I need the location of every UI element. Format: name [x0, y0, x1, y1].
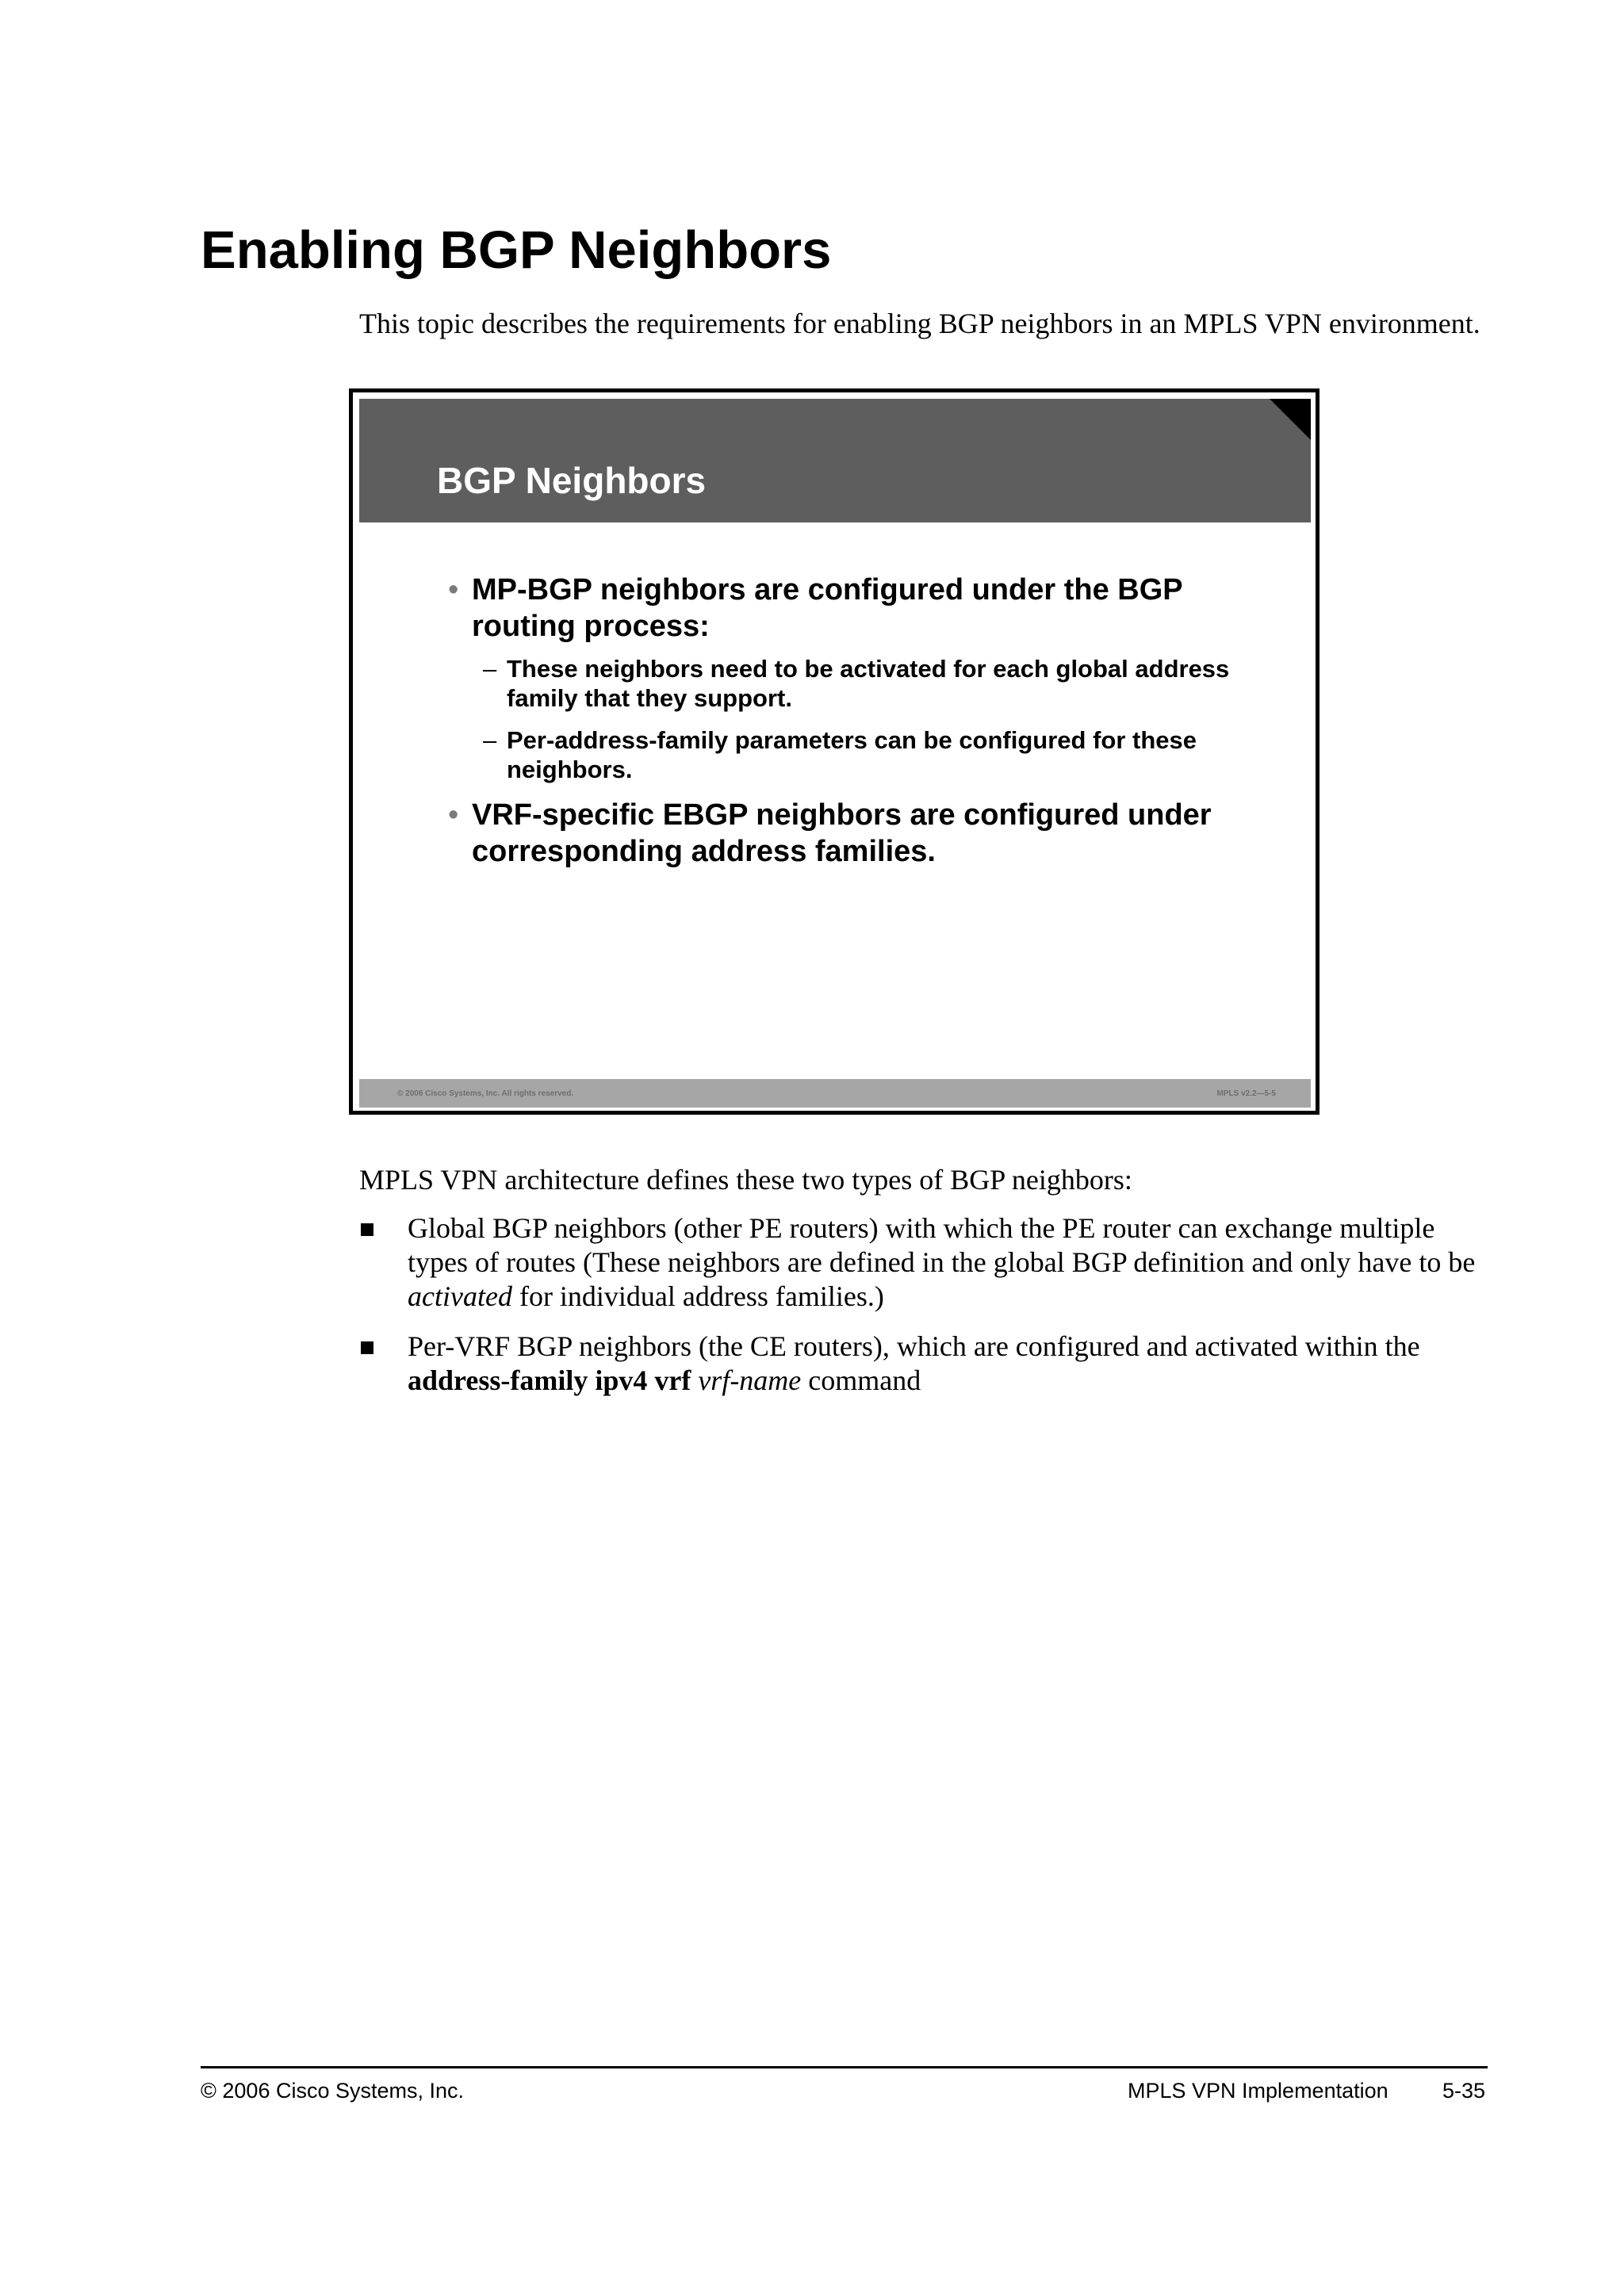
footer-copyright: © 2006 Cisco Systems, Inc.	[201, 2079, 465, 2103]
bullet-dot-icon: •	[448, 798, 459, 832]
body-list	[359, 1211, 1485, 1414]
list-item-text: Global BGP neighbors (other PE routers) with which the PE router can exchange multiple types of routes (These neighbors are defined in the global BGP definition and only have to be	[408, 1212, 1476, 1278]
dash-icon: –	[483, 726, 497, 754]
slide-bullet-text: VRF-specific EBGP neighbors are configured under corresponding address families.	[472, 798, 1212, 868]
slide-sub-bullet-text: Per-address-family parameters can be configured for these neighbors.	[507, 726, 1197, 783]
slide-bullet	[448, 797, 1241, 870]
list-item-space	[691, 1364, 698, 1396]
list-item-emphasis: activated	[408, 1280, 512, 1312]
command-keyword: address-family ipv4 vrf	[408, 1364, 691, 1396]
footer-page-number: 5-35	[1442, 2079, 1486, 2103]
square-bullet-icon	[361, 1223, 373, 1236]
square-bullet-icon	[361, 1341, 373, 1354]
page-title: Enabling BGP Neighbors	[201, 220, 832, 280]
slide-sub-bullet	[448, 654, 1241, 713]
bullet-dot-icon: •	[448, 573, 459, 607]
slide-bullets	[448, 572, 1241, 879]
list-item	[359, 1211, 1485, 1314]
slide-footer	[359, 1079, 1311, 1108]
slide-bullet-text: MP-BGP neighbors are configured under the BGP routing process:	[472, 573, 1182, 643]
slide-header	[359, 399, 1311, 522]
slide-version: MPLS v2.2—5-5	[1216, 1089, 1276, 1098]
corner-triangle-icon	[1270, 399, 1311, 440]
body-paragraph: MPLS VPN architecture defines these two types of BGP neighbors:	[359, 1164, 1132, 1196]
list-item	[359, 1330, 1485, 1398]
slide-bullet	[448, 572, 1241, 645]
dash-icon: –	[483, 655, 497, 683]
command-argument: vrf-name	[698, 1364, 802, 1396]
footer-course-title: MPLS VPN Implementation	[1128, 2079, 1388, 2103]
list-item-text: Per-VRF BGP neighbors (the CE routers), which are configured and activated within the	[408, 1330, 1420, 1362]
slide-title: BGP Neighbors	[437, 460, 707, 501]
list-item-text: command	[801, 1364, 921, 1396]
slide-frame	[349, 388, 1320, 1115]
footer-rule	[201, 2066, 1488, 2068]
intro-paragraph: This topic describes the requirements for enabling BGP neighbors in an MPLS VPN environment.	[359, 308, 1480, 339]
slide-sub-bullet-text: These neighbors need to be activated for each global address family that they support.	[507, 655, 1230, 712]
slide-sub-bullet	[448, 725, 1241, 784]
slide-copyright: © 2006 Cisco Systems, Inc. All rights reserved.	[397, 1089, 574, 1098]
list-item-text: for individual address families.)	[511, 1280, 884, 1312]
